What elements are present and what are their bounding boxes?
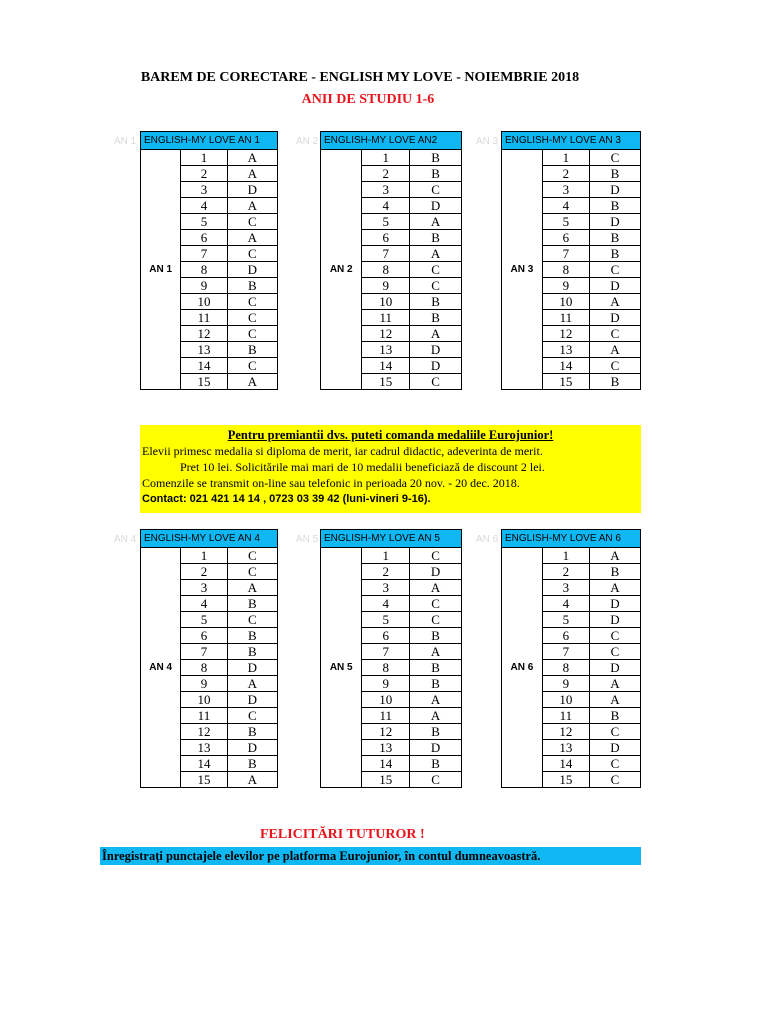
- answer-cell: D: [227, 692, 277, 708]
- table-row: [502, 548, 641, 564]
- answer-cell: A: [410, 326, 462, 342]
- answer-cell: B: [410, 166, 462, 182]
- question-number: 1: [542, 548, 589, 564]
- question-number: 5: [181, 612, 227, 628]
- answer-cell: A: [227, 580, 277, 596]
- question-number: 6: [542, 230, 589, 246]
- question-number: 15: [181, 772, 227, 788]
- question-number: 4: [362, 596, 410, 612]
- answer-cell: C: [410, 596, 462, 612]
- answer-cell: C: [589, 326, 640, 342]
- answer-cell: C: [227, 214, 277, 230]
- answer-cell: D: [410, 564, 462, 580]
- table-header: ENGLISH-MY LOVE AN 3: [502, 132, 641, 150]
- answer-cell: C: [227, 564, 277, 580]
- question-number: 15: [181, 374, 227, 390]
- answer-cell: C: [227, 358, 277, 374]
- answer-cell: B: [410, 230, 462, 246]
- answer-cell: C: [410, 548, 462, 564]
- answer-cell: D: [589, 612, 640, 628]
- question-number: 9: [542, 676, 589, 692]
- question-number: 7: [542, 246, 589, 262]
- question-number: 2: [362, 166, 410, 182]
- answer-cell: D: [589, 596, 640, 612]
- answer-cell: A: [227, 230, 277, 246]
- question-number: 1: [181, 548, 227, 564]
- answer-cell: C: [410, 278, 462, 294]
- answer-cell: A: [227, 198, 277, 214]
- answer-cell: A: [227, 374, 277, 390]
- question-number: 10: [542, 294, 589, 310]
- question-number: 7: [362, 246, 410, 262]
- question-number: 1: [542, 150, 589, 166]
- answer-cell: B: [589, 198, 640, 214]
- question-number: 3: [181, 182, 227, 198]
- question-number: 12: [542, 724, 589, 740]
- question-number: 9: [362, 278, 410, 294]
- question-number: 4: [362, 198, 410, 214]
- question-number: 12: [181, 724, 227, 740]
- question-number: 11: [362, 708, 410, 724]
- answer-cell: C: [589, 262, 640, 278]
- contact-line: Contact: 021 421 14 14 , 0723 03 39 42 (luni-vineri 9-16).: [142, 493, 431, 505]
- answer-cell: D: [589, 278, 640, 294]
- table-header: ENGLISH-MY LOVE AN2: [321, 132, 462, 150]
- answer-cell: C: [410, 182, 462, 198]
- answer-cell: B: [589, 230, 640, 246]
- question-number: 13: [181, 342, 227, 358]
- page-title: [0, 70, 768, 86]
- answer-cell: C: [589, 150, 640, 166]
- answer-cell: D: [227, 660, 277, 676]
- answer-cell: A: [589, 676, 640, 692]
- answer-cell: D: [227, 740, 277, 756]
- question-number: 14: [181, 756, 227, 772]
- answer-cell: D: [410, 358, 462, 374]
- question-number: 11: [181, 708, 227, 724]
- answer-cell: A: [410, 644, 462, 660]
- answer-cell: D: [589, 310, 640, 326]
- answer-cell: D: [589, 214, 640, 230]
- table-header: ENGLISH-MY LOVE AN 6: [502, 530, 641, 548]
- question-number: 6: [542, 628, 589, 644]
- table-row: [321, 548, 462, 564]
- answer-cell: B: [227, 644, 277, 660]
- question-number: 13: [181, 740, 227, 756]
- answer-cell: D: [589, 660, 640, 676]
- question-number: 6: [362, 230, 410, 246]
- question-number: 4: [181, 198, 227, 214]
- answer-cell: A: [589, 342, 640, 358]
- answer-cell: A: [410, 214, 462, 230]
- answer-cell: C: [589, 756, 640, 772]
- answer-cell: B: [410, 676, 462, 692]
- question-number: 10: [362, 294, 410, 310]
- ghost-label: AN 1: [114, 136, 137, 147]
- question-number: 14: [542, 756, 589, 772]
- question-number: 5: [542, 214, 589, 230]
- answer-cell: A: [227, 676, 277, 692]
- medal-info-heading: Pentru premiantii dvs. puteti comanda medaliile Eurojunior!: [227, 428, 554, 442]
- question-number: 12: [362, 724, 410, 740]
- question-number: 2: [362, 564, 410, 580]
- answer-cell: B: [227, 596, 277, 612]
- year-label: AN 6: [502, 548, 543, 788]
- question-number: 4: [542, 198, 589, 214]
- question-number: 8: [362, 262, 410, 278]
- question-number: 10: [181, 692, 227, 708]
- table-row: [502, 150, 641, 166]
- ghost-label: AN 5: [296, 534, 319, 545]
- ghost-label: AN 2: [296, 136, 319, 147]
- register-banner: Înregistrați punctajele elevilor pe platforma Eurojunior, în contul dumneavoastră.: [100, 847, 641, 865]
- question-number: 2: [542, 166, 589, 182]
- answer-cell: C: [589, 772, 640, 788]
- medal-info-line: Comenzile se transmit on-line sau telefonic in perioada 20 nov. - 20 dec. 2018.: [142, 476, 520, 490]
- year-label: AN 3: [502, 150, 543, 390]
- question-number: 2: [181, 564, 227, 580]
- answer-cell: B: [589, 374, 640, 390]
- question-number: 8: [181, 262, 227, 278]
- table-header: ENGLISH-MY LOVE AN 4: [141, 530, 278, 548]
- question-number: 8: [542, 262, 589, 278]
- medal-info-line: Elevii primesc medalia si diploma de merit, iar cadrul didactic, adeverinta de merit.: [142, 444, 543, 458]
- question-number: 5: [362, 214, 410, 230]
- question-number: 6: [362, 628, 410, 644]
- question-number: 1: [362, 150, 410, 166]
- answer-cell: D: [227, 262, 277, 278]
- page-title-text: BAREM DE CORECTARE - ENGLISH MY LOVE - NOIEMBRIE 2018: [140, 70, 580, 85]
- year-label: AN 4: [141, 548, 181, 788]
- answer-cell: B: [410, 628, 462, 644]
- question-number: 7: [181, 644, 227, 660]
- page-subtitle-text: ANII DE STUDIU 1-6: [301, 92, 435, 107]
- question-number: 14: [181, 358, 227, 374]
- answer-cell: C: [410, 374, 462, 390]
- answer-cell: C: [589, 358, 640, 374]
- year-label: AN 1: [141, 150, 181, 390]
- question-number: 2: [542, 564, 589, 580]
- question-number: 14: [362, 756, 410, 772]
- answer-cell: C: [410, 262, 462, 278]
- answer-key-table: [501, 529, 641, 788]
- answer-cell: B: [410, 756, 462, 772]
- answer-cell: A: [410, 692, 462, 708]
- table-header: ENGLISH-MY LOVE AN 1: [141, 132, 278, 150]
- answer-cell: B: [227, 628, 277, 644]
- year-label: AN 2: [321, 150, 362, 390]
- page-subtitle: [0, 92, 768, 108]
- question-number: 11: [181, 310, 227, 326]
- table-row: [141, 548, 278, 564]
- answer-cell: C: [227, 310, 277, 326]
- question-number: 15: [542, 374, 589, 390]
- question-number: 1: [181, 150, 227, 166]
- question-number: 12: [181, 326, 227, 342]
- table-header: ENGLISH-MY LOVE AN 5: [321, 530, 462, 548]
- answer-cell: A: [589, 692, 640, 708]
- medal-info-box: [140, 425, 641, 513]
- question-number: 10: [181, 294, 227, 310]
- question-number: 15: [362, 772, 410, 788]
- congrats-text: FELICITĂRI TUTUROR !: [260, 827, 425, 842]
- answer-cell: C: [227, 708, 277, 724]
- table-row: [321, 150, 462, 166]
- question-number: 12: [542, 326, 589, 342]
- answer-cell: A: [589, 294, 640, 310]
- medal-info-line: Pret 10 lei. Solicitările mai mari de 10 medalii beneficiază de discount 2 lei.: [180, 460, 545, 474]
- question-number: 7: [181, 246, 227, 262]
- question-number: 14: [362, 358, 410, 374]
- answer-cell: B: [227, 342, 277, 358]
- question-number: 3: [362, 182, 410, 198]
- answer-cell: C: [227, 246, 277, 262]
- ghost-label: AN 4: [114, 534, 137, 545]
- question-number: 3: [181, 580, 227, 596]
- answer-cell: C: [589, 724, 640, 740]
- question-number: 13: [362, 740, 410, 756]
- question-number: 9: [542, 278, 589, 294]
- answer-cell: B: [410, 310, 462, 326]
- question-number: 3: [542, 182, 589, 198]
- answer-cell: A: [410, 708, 462, 724]
- answer-cell: C: [227, 294, 277, 310]
- question-number: 9: [362, 676, 410, 692]
- answer-cell: A: [227, 772, 277, 788]
- question-number: 5: [542, 612, 589, 628]
- question-number: 5: [362, 612, 410, 628]
- question-number: 9: [181, 278, 227, 294]
- question-number: 13: [362, 342, 410, 358]
- question-number: 15: [362, 374, 410, 390]
- answer-cell: C: [227, 326, 277, 342]
- answer-cell: B: [589, 708, 640, 724]
- answer-cell: D: [410, 740, 462, 756]
- answer-cell: D: [410, 198, 462, 214]
- answer-key-table: [501, 131, 641, 390]
- question-number: 4: [542, 596, 589, 612]
- question-number: 11: [362, 310, 410, 326]
- question-number: 14: [542, 358, 589, 374]
- question-number: 12: [362, 326, 410, 342]
- question-number: 6: [181, 628, 227, 644]
- answer-key-table: [140, 131, 278, 390]
- year-label: AN 5: [321, 548, 362, 788]
- question-number: 11: [542, 310, 589, 326]
- question-number: 15: [542, 772, 589, 788]
- question-number: 13: [542, 740, 589, 756]
- answer-cell: A: [410, 580, 462, 596]
- question-number: 3: [542, 580, 589, 596]
- answer-cell: C: [410, 772, 462, 788]
- answer-cell: C: [227, 548, 277, 564]
- answer-cell: C: [589, 644, 640, 660]
- answer-cell: C: [589, 628, 640, 644]
- answer-cell: B: [227, 724, 277, 740]
- question-number: 5: [181, 214, 227, 230]
- answer-key-table: [140, 529, 278, 788]
- answer-cell: B: [589, 166, 640, 182]
- table-row: [141, 150, 278, 166]
- answer-cell: D: [227, 182, 277, 198]
- question-number: 10: [542, 692, 589, 708]
- question-number: 3: [362, 580, 410, 596]
- ghost-label: AN 6: [476, 534, 499, 545]
- answer-cell: D: [589, 182, 640, 198]
- question-number: 11: [542, 708, 589, 724]
- answer-cell: D: [410, 342, 462, 358]
- answer-cell: A: [589, 548, 640, 564]
- question-number: 7: [542, 644, 589, 660]
- answer-cell: A: [227, 166, 277, 182]
- answer-cell: A: [589, 580, 640, 596]
- answer-cell: B: [410, 294, 462, 310]
- answer-cell: C: [410, 612, 462, 628]
- answer-cell: B: [410, 660, 462, 676]
- answer-cell: C: [227, 612, 277, 628]
- answer-cell: B: [410, 724, 462, 740]
- ghost-label: AN 3: [476, 136, 499, 147]
- answer-key-table: [320, 529, 462, 788]
- question-number: 1: [362, 548, 410, 564]
- answer-cell: B: [589, 246, 640, 262]
- question-number: 8: [362, 660, 410, 676]
- answer-cell: B: [410, 150, 462, 166]
- answer-cell: B: [227, 278, 277, 294]
- answer-cell: B: [589, 564, 640, 580]
- question-number: 2: [181, 166, 227, 182]
- question-number: 9: [181, 676, 227, 692]
- question-number: 10: [362, 692, 410, 708]
- question-number: 6: [181, 230, 227, 246]
- question-number: 7: [362, 644, 410, 660]
- answer-cell: A: [410, 246, 462, 262]
- answer-cell: D: [589, 740, 640, 756]
- answer-cell: B: [227, 756, 277, 772]
- question-number: 8: [542, 660, 589, 676]
- answer-cell: A: [227, 150, 277, 166]
- question-number: 4: [181, 596, 227, 612]
- answer-key-table: [320, 131, 462, 390]
- question-number: 8: [181, 660, 227, 676]
- question-number: 13: [542, 342, 589, 358]
